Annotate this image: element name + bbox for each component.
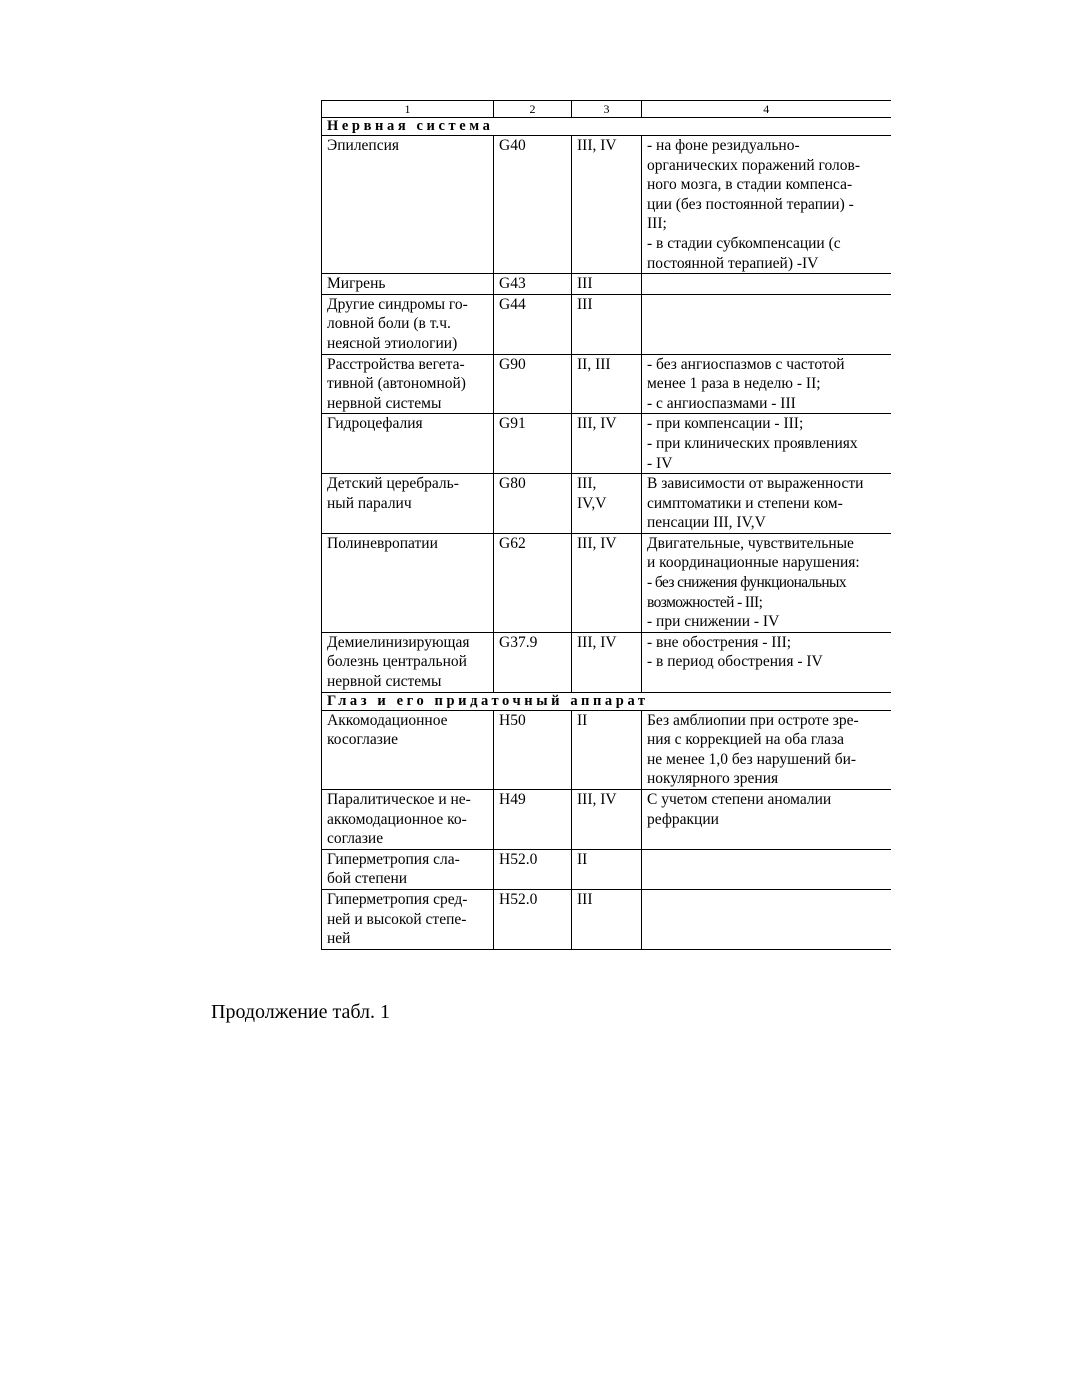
table-row (322, 790, 891, 850)
icd-code: G37.9 (494, 632, 572, 692)
note (642, 274, 891, 295)
icd-code: G44 (494, 294, 572, 354)
column-number-row (322, 101, 891, 118)
health-group: III, IV (572, 790, 642, 850)
note (642, 849, 891, 889)
disease-name: Гиперметропия сред- ней и высокой степе- ней (322, 889, 494, 949)
section-header-row (322, 692, 891, 710)
health-group: II (572, 849, 642, 889)
icd-code: G91 (494, 414, 572, 474)
health-group: III (572, 294, 642, 354)
icd-code: H49 (494, 790, 572, 850)
disease-name: Аккомодационное косоглазие (322, 710, 494, 789)
icd-code: H52.0 (494, 889, 572, 949)
disease-name: Полиневропатии (322, 533, 494, 632)
column-number-4: 4 (642, 101, 891, 118)
health-group: III, IV (572, 533, 642, 632)
health-group: III, IV,V (572, 474, 642, 534)
note: Без амблиопии при остроте зре- ния с коррекцией на оба глаза не менее 1,0 без нарушений би- нокулярного зрения (642, 710, 891, 789)
table-row (322, 136, 891, 274)
note: - вне обострения - III; - в период обострения - IV (642, 632, 891, 692)
note (642, 533, 891, 632)
disease-name: Эпилепсия (322, 136, 494, 274)
table-row (322, 274, 891, 295)
health-group: III, IV (572, 632, 642, 692)
note: С учетом степени аномалии рефракции (642, 790, 891, 850)
table-row (322, 474, 891, 534)
icd-code: G90 (494, 354, 572, 414)
classification-table (321, 100, 891, 950)
icd-code: G43 (494, 274, 572, 295)
section-title: Нервная система (322, 118, 891, 136)
health-group: III, IV (572, 414, 642, 474)
disease-name: Гидроцефалия (322, 414, 494, 474)
disease-name: Паралитическое и не- аккомодационное ко- соглазие (322, 790, 494, 850)
icd-code: H52.0 (494, 849, 572, 889)
icd-code: G80 (494, 474, 572, 534)
section-header-row (322, 118, 891, 136)
table-row (322, 710, 891, 789)
table-continuation-caption: Продолжение табл. 1 (211, 1001, 390, 1023)
note: - при компенсации - III; - при клинических проявлениях - IV (642, 414, 891, 474)
column-number-1: 1 (322, 101, 494, 118)
health-group: III (572, 889, 642, 949)
icd-code: G62 (494, 533, 572, 632)
health-group: II, III (572, 354, 642, 414)
icd-code: G40 (494, 136, 572, 274)
note: - без ангиоспазмов с частотой менее 1 раза в неделю - II; - с ангиоспазмами - III (642, 354, 891, 414)
disease-name: Мигрень (322, 274, 494, 295)
table-row (322, 849, 891, 889)
note-text: Двигательные, чувствительные и координационные нарушения: (647, 534, 860, 572)
health-group: II (572, 710, 642, 789)
section-title: Глаз и его придаточный аппарат (322, 692, 891, 710)
column-number-3: 3 (572, 101, 642, 118)
health-group: III (572, 274, 642, 295)
disease-name: Другие синдромы го- ловной боли (в т.ч. неясной этиологии) (322, 294, 494, 354)
health-group: III, IV (572, 136, 642, 274)
note: В зависимости от выраженности симптоматики и степени ком- пенсации III, IV,V (642, 474, 891, 534)
note (642, 889, 891, 949)
note: - на фоне резидуально- органических поражений голов- ного мозга, в стадии компенса- ции (без постоянной терапии) - III; - в стадии субкомпенсации (с постоянной терапией) -IV (642, 136, 891, 274)
table-row (322, 354, 891, 414)
table-row (322, 294, 891, 354)
note (642, 294, 891, 354)
note-text-condensed: - без снижения функциональных возможностей - III; (647, 574, 846, 611)
column-number-2: 2 (494, 101, 572, 118)
disease-name: Расстройства вегета- тивной (автономной) нервной системы (322, 354, 494, 414)
table-row (322, 533, 891, 632)
disease-name: Детский церебраль- ный паралич (322, 474, 494, 534)
note-text-end: - при снижении - IV (647, 613, 780, 631)
disease-name: Демиелинизирующая болезнь центральной нервной системы (322, 632, 494, 692)
table-row (322, 414, 891, 474)
table-row (322, 889, 891, 949)
disease-name: Гиперметропия сла- бой степени (322, 849, 494, 889)
table-row (322, 632, 891, 692)
icd-code: H50 (494, 710, 572, 789)
